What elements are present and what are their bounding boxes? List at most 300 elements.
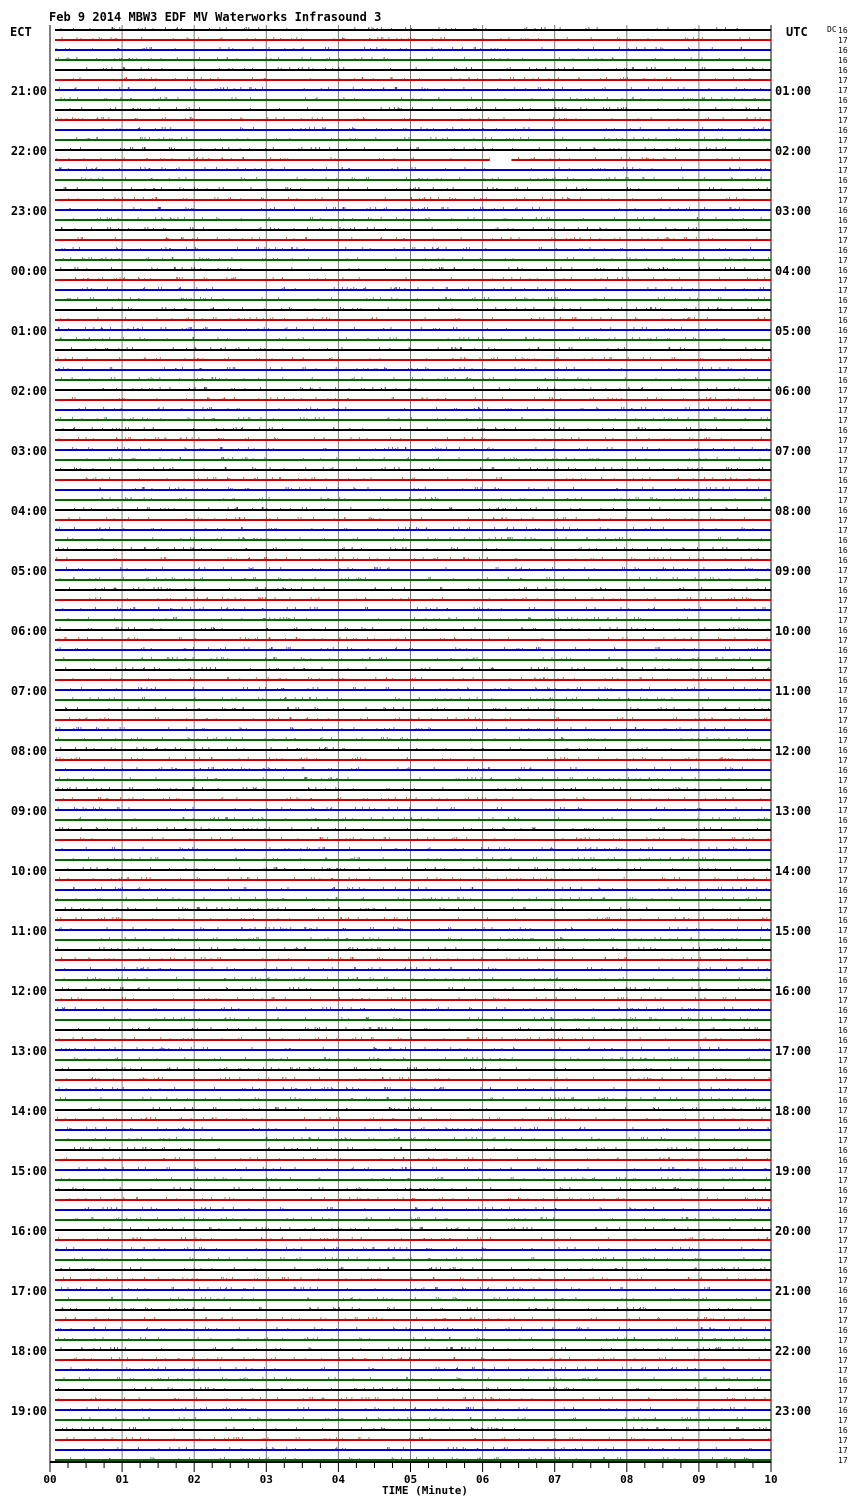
left-hour-label: 14:00 [10,1104,47,1118]
trace-noise [102,497,766,499]
trace-noise [67,1437,769,1439]
dc-value: 17 [838,756,848,765]
dc-value: 17 [838,416,848,425]
dc-value: 16 [838,126,848,135]
trace-noise [67,1077,769,1079]
dc-value: 16 [838,586,848,595]
dc-value: 16 [838,1026,848,1035]
trace-noise [74,77,751,79]
left-hour-label: 17:00 [10,1284,47,1298]
right-hour-label: 10:00 [775,624,812,638]
trace-noise [115,1017,748,1019]
dc-value: 17 [838,736,848,745]
dc-value: 17 [838,106,848,115]
dc-value: 17 [838,1136,848,1145]
dc-value: 17 [838,1396,848,1405]
trace-noise [82,177,761,179]
dc-value: 16 [838,536,848,545]
trace-noise [60,877,767,879]
trace-noise [59,1397,765,1399]
trace-noise [73,677,764,679]
trace-noise [61,27,737,29]
trace-noise [70,107,759,109]
trace-noise [64,977,767,979]
trace-noise [76,1217,751,1219]
trace-noise [58,787,761,789]
dc-value: 17 [838,706,848,715]
dc-value: 17 [838,136,848,145]
trace-gaps [490,156,512,164]
dc-value: 16 [838,886,848,895]
left-hour-labels [11,84,47,1418]
left-hour-label: 05:00 [10,564,47,578]
dc-value: 16 [838,1376,848,1385]
trace-noise [70,207,754,209]
dc-value: 16 [838,216,848,225]
trace-noise [74,1147,747,1149]
dc-value: 17 [838,456,848,465]
dc-value: 17 [838,1236,848,1245]
dc-value: 17 [838,226,848,235]
trace-noise [59,1237,768,1239]
dc-value: 17 [838,1256,848,1265]
trace-noise [68,1297,756,1299]
trace-noise [101,937,760,939]
dc-value: 17 [838,1106,848,1115]
dc-value: 17 [838,166,848,175]
right-hour-labels [775,84,811,1418]
left-hour-label: 08:00 [10,744,47,758]
dc-value: 16 [838,246,848,255]
trace-noise [62,847,747,849]
trace-noise [60,167,766,169]
dc-value: 16 [838,96,848,105]
left-hour-label: 03:00 [10,444,47,458]
trace-noise [67,567,768,569]
trace-noise [56,157,739,159]
trace-noise [58,1387,757,1389]
trace-noise [61,1097,754,1099]
dc-value: 17 [838,846,848,855]
trace-noise [79,817,767,819]
right-hour-label: 05:00 [775,324,812,338]
dc-value: 16 [838,1286,848,1295]
dc-value: 16 [838,646,848,655]
trace-gap [490,156,512,164]
dc-value: 17 [838,146,848,155]
left-timezone-label: ECT [10,25,32,39]
dc-value: 16 [838,1406,848,1415]
dc-value: 17 [838,1446,848,1455]
dc-value: 16 [838,66,848,75]
trace-noise [73,857,750,859]
dc-value: 16 [838,1266,848,1275]
dc-value: 17 [838,686,848,695]
trace-noise [59,1327,766,1329]
dc-value: 17 [838,1226,848,1235]
dc-value: 17 [838,906,848,915]
trace-noise [79,1167,766,1169]
dc-value: 16 [838,206,848,215]
dc-value: 16 [838,266,848,275]
trace-noise [56,57,745,59]
dc-value: 16 [838,1006,848,1015]
right-timezone-label: UTC [786,25,808,39]
trace-noise [81,837,768,839]
trace-noise [60,827,758,829]
dc-value: 17 [838,836,848,845]
dc-value: 16 [838,556,848,565]
trace-noise [96,307,767,309]
dc-value: 17 [838,986,848,995]
dc-value: 16 [838,976,848,985]
dc-value: 17 [838,186,848,195]
trace-noise [82,1417,743,1419]
dc-value: 17 [838,566,848,575]
trace-noise [61,997,735,999]
trace-noise [66,707,769,709]
right-hour-label: 20:00 [775,1224,812,1238]
left-hour-label: 06:00 [10,624,47,638]
trace-noise [84,1447,751,1449]
dc-value: 17 [838,856,848,865]
dc-value: 17 [838,1456,848,1465]
trace-noise [83,287,764,289]
trace-noise [68,617,759,619]
dc-value: 17 [838,346,848,355]
trace-noise [56,47,742,49]
trace-noise [57,917,767,919]
chart-title: Feb 9 2014 MBW3 EDF MV Waterworks Infrasound 3 [49,10,382,24]
dc-value: 17 [838,1356,848,1365]
right-hour-label: 21:00 [775,1284,812,1298]
right-hour-label: 02:00 [775,144,812,158]
trace-noise [61,1267,765,1269]
trace-noise [103,387,769,389]
trace-noise [58,807,762,809]
dc-value: 17 [838,1046,848,1055]
right-hour-label: 12:00 [775,744,812,758]
dc-value: 16 [838,916,848,925]
x-tick-label: 05 [403,1473,418,1486]
trace-noise [68,537,762,539]
trace-noise [72,397,754,399]
trace-rows [55,27,771,1460]
trace-noise [60,577,758,579]
trace-noise [59,1337,765,1339]
trace-noise [60,467,762,469]
trace-noise [57,1247,753,1249]
dc-value: 17 [838,446,848,455]
dc-value: 17 [838,156,848,165]
dc-value: 16 [838,626,848,635]
trace-noise [61,377,757,379]
left-hour-label: 09:00 [10,804,47,818]
trace-noise [58,357,769,359]
dc-value: 17 [838,36,848,45]
left-hour-label: 18:00 [10,1344,47,1358]
x-tick-label: 06 [475,1473,490,1486]
dc-value: 16 [838,476,848,485]
x-axis-label: TIME (Minute) [381,1484,469,1497]
trace-noise [85,1207,768,1209]
dc-value: 16 [838,746,848,755]
dc-value: 17 [838,466,848,475]
trace-noise [61,1047,763,1049]
dc-value: 17 [838,596,848,605]
dc-value: 16 [838,326,848,335]
trace-noise [77,137,765,139]
trace-noise [63,607,765,609]
dc-value: 16 [838,1426,848,1435]
dc-value: 16 [838,316,848,325]
dc-value: 17 [838,996,848,1005]
trace-noise [61,267,764,269]
left-hour-label: 02:00 [10,384,47,398]
dc-value: 16 [838,376,848,385]
trace-noise [59,637,767,639]
dc-value: 17 [838,1196,848,1205]
trace-noise [71,347,762,349]
dc-value: 17 [838,396,848,405]
trace-noise [56,727,745,729]
right-hour-label: 23:00 [775,1404,812,1418]
trace-noise [63,1277,766,1279]
trace-noise [104,1227,763,1229]
right-hour-label: 04:00 [775,264,812,278]
dc-value: 17 [838,1126,848,1135]
dc-value: 16 [838,726,848,735]
dc-value: 17 [838,356,848,365]
trace-noise [57,757,753,759]
trace-noise [69,197,744,199]
trace-noise [62,1067,721,1069]
dc-value: 17 [838,366,848,375]
dc-value: 16 [838,1146,848,1155]
trace-noise [65,767,742,769]
dc-value: 16 [838,176,848,185]
trace-noise [61,1347,765,1349]
dc-value: 16 [838,696,848,705]
x-tick-label: 10 [764,1473,778,1486]
right-hour-label: 18:00 [775,1104,812,1118]
dc-value: 17 [838,1086,848,1095]
trace-noise [66,1317,744,1319]
trace-noise [74,1357,759,1359]
dc-value: 17 [838,806,848,815]
dc-value: 16 [838,1326,848,1335]
right-hour-label: 01:00 [775,84,812,98]
dc-value: 17 [838,516,848,525]
dc-value: 16 [838,1116,848,1125]
dc-value: 16 [838,46,848,55]
dc-value: 16 [838,1036,848,1045]
dc-value: 17 [838,956,848,965]
dc-value: 17 [838,86,848,95]
x-tick-label: 00 [43,1473,57,1486]
trace-noise [64,657,751,659]
trace-noise [64,1157,767,1159]
right-hour-label: 08:00 [775,504,812,518]
dc-value: 17 [838,1306,848,1315]
trace-noise [58,647,765,649]
dc-value: 16 [838,766,848,775]
trace-noise [89,1107,765,1109]
dc-value: 17 [838,1246,848,1255]
trace-noise [63,1427,767,1429]
dc-value: 17 [838,636,848,645]
dc-value: 17 [838,896,848,905]
dc-value-column [838,26,848,1465]
right-hour-label: 17:00 [775,1044,812,1058]
trace-noise [58,417,767,419]
dc-value: 17 [838,526,848,535]
dc-value: 16 [838,1096,848,1105]
trace-noise [57,627,768,629]
trace-noise [103,127,763,129]
trace-noise [64,1377,761,1379]
dc-value: 17 [838,796,848,805]
dc-value: 16 [838,936,848,945]
trace-noise [65,967,768,969]
trace-noise [61,97,763,99]
right-hour-label: 06:00 [775,384,812,398]
left-hour-label: 16:00 [10,1224,47,1238]
x-tick-label: 07 [548,1473,562,1486]
right-hour-label: 16:00 [775,984,812,998]
x-tick-label: 01 [115,1473,129,1486]
dc-value: 17 [838,486,848,495]
dc-value: 16 [838,426,848,435]
trace-noise [59,367,747,369]
trace-noise [59,1037,760,1039]
dc-value: 17 [838,1366,848,1375]
trace-noise [79,1027,758,1029]
trace-noise [59,1087,745,1089]
dc-value: 17 [838,616,848,625]
dc-value: 17 [838,406,848,415]
trace-noise [86,477,759,479]
dc-value: 16 [838,816,848,825]
left-hour-label: 22:00 [10,144,47,158]
dc-value: 17 [838,926,848,935]
trace-noise [62,1307,751,1309]
dc-value: 17 [838,1016,848,1025]
left-hour-label: 19:00 [10,1404,47,1418]
dc-value: 16 [838,1206,848,1215]
dc-value: 17 [838,1076,848,1085]
x-tick-label: 08 [620,1473,634,1486]
dc-value: 16 [838,56,848,65]
trace-noise [64,797,761,799]
trace-noise [57,527,753,529]
dc-value: 17 [838,1336,848,1345]
left-hour-label: 12:00 [10,984,47,998]
trace-noise [71,687,758,689]
trace-noise [60,337,724,339]
dc-header-label: DC [827,25,837,34]
left-hour-label: 04:00 [10,504,47,518]
trace-noise [75,277,764,279]
trace-noise [78,237,757,239]
dc-value: 17 [838,196,848,205]
trace-noise [75,1057,765,1059]
trace-noise [70,1197,763,1199]
trace-noise [63,427,767,429]
x-tick-label: 03 [259,1473,273,1486]
right-hour-label: 03:00 [775,204,812,218]
trace-noise [73,217,761,219]
trace-noise [61,227,746,229]
dc-value: 16 [838,1186,848,1195]
dc-value: 17 [838,776,848,785]
trace-noise [62,37,750,39]
dc-value: 17 [838,336,848,345]
dc-value: 17 [838,496,848,505]
dc-value: 17 [838,876,848,885]
dc-value: 16 [838,546,848,555]
trace-noise [61,1177,766,1179]
trace-noise [70,587,766,589]
dc-value: 17 [838,606,848,615]
left-hour-label: 11:00 [10,924,47,938]
dc-value: 17 [838,286,848,295]
left-hour-label: 10:00 [10,864,47,878]
left-hour-label: 00:00 [10,264,47,278]
trace-noise [75,507,762,509]
dc-value: 16 [838,1066,848,1075]
trace-noise [59,1187,766,1189]
trace-noise [63,987,764,989]
trace-noise [71,1457,748,1459]
trace-noise [65,907,760,909]
trace-noise [62,1287,710,1289]
trace-noise [74,887,767,889]
dc-value: 17 [838,1276,848,1285]
trace-noise [70,1407,745,1409]
trace-noise [63,257,768,259]
dc-value: 17 [838,1416,848,1425]
dc-value: 17 [838,576,848,585]
trace-noise [61,317,765,319]
dc-value: 16 [838,506,848,515]
right-hour-label: 14:00 [775,864,812,878]
dc-value: 17 [838,256,848,265]
dc-value: 17 [838,1386,848,1395]
x-tick-label: 09 [692,1473,706,1486]
trace-noise [100,487,759,489]
dc-value: 17 [838,866,848,875]
dc-value: 17 [838,946,848,955]
right-hour-label: 15:00 [775,924,812,938]
trace-noise [74,1257,761,1259]
right-hour-label: 11:00 [775,684,812,698]
trace-noise [61,957,747,959]
trace-noise [59,547,759,549]
dc-value: 16 [838,296,848,305]
trace-noise [66,667,769,669]
trace-noise [73,697,760,699]
left-hour-label: 21:00 [10,84,47,98]
right-hour-label: 09:00 [775,564,812,578]
left-hour-label: 23:00 [10,204,47,218]
dc-value: 17 [838,826,848,835]
left-hour-label: 15:00 [10,1164,47,1178]
trace-noise [70,717,767,719]
trace-noise [58,737,747,739]
right-hour-label: 19:00 [775,1164,812,1178]
trace-noise [90,597,751,599]
